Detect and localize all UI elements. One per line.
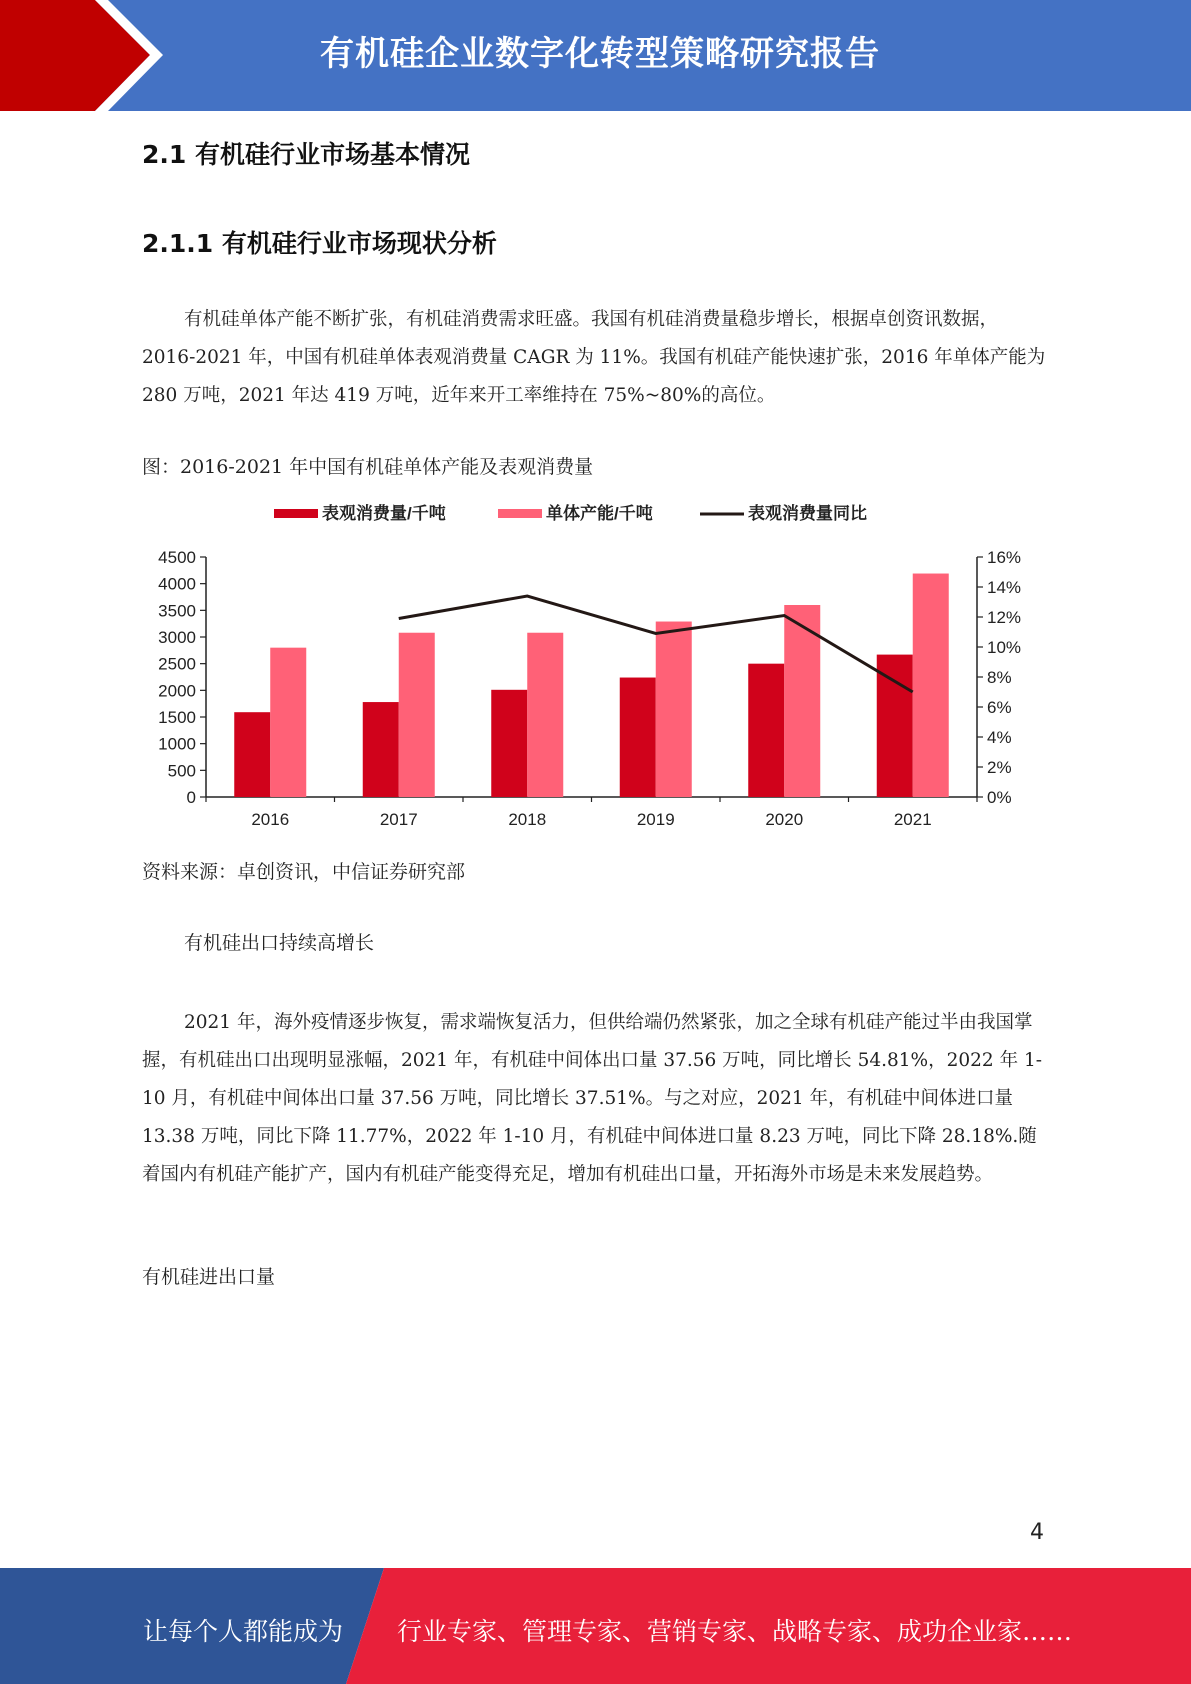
bar-capacity bbox=[913, 574, 949, 797]
intro-paragraph bbox=[142, 301, 1047, 415]
x-tick-label: 2019 bbox=[636, 810, 675, 829]
figure-caption: 图：2016-2021 年中国有机硅单体产能及表观消费量 bbox=[142, 456, 594, 478]
y-right-tick-label: 16% bbox=[987, 548, 1022, 567]
page-header bbox=[0, 0, 1191, 111]
y-left-tick-label: 1000 bbox=[158, 734, 196, 754]
y-left-tick-label: 0 bbox=[186, 788, 196, 807]
bar-consumption bbox=[363, 702, 399, 797]
bar-consumption bbox=[877, 655, 913, 797]
footer-left-text: 让每个人都能成为 bbox=[143, 1617, 344, 1646]
legend-label: 表观消费量同比 bbox=[748, 504, 867, 523]
x-tick-label: 2020 bbox=[765, 810, 804, 829]
bar-consumption bbox=[234, 712, 270, 797]
page-number: 4 bbox=[1030, 1520, 1044, 1545]
source-note: 资料来源：卓创资讯，中信证券研究部 bbox=[142, 861, 466, 883]
y-right-tick-label: 8% bbox=[987, 668, 1012, 687]
bar-capacity bbox=[527, 633, 563, 797]
y-right-tick-label: 4% bbox=[987, 728, 1012, 747]
bar-capacity bbox=[656, 622, 692, 797]
y-right-tick-label: 10% bbox=[987, 638, 1022, 657]
export-paragraph bbox=[142, 1004, 1047, 1194]
x-tick-label: 2018 bbox=[508, 810, 547, 829]
bar-consumption bbox=[620, 678, 656, 797]
bar-capacity bbox=[399, 633, 435, 797]
footer-right-text: 行业专家、管理专家、营销专家、战略专家、成功企业家…… bbox=[397, 1617, 1073, 1646]
y-left-tick-label: 2000 bbox=[158, 681, 196, 701]
subsection-heading: 2.1.1 有机硅行业市场现状分析 bbox=[142, 229, 497, 258]
y-right-tick-label: 0% bbox=[987, 788, 1012, 807]
page-footer bbox=[0, 1568, 1191, 1684]
y-right-tick-label: 14% bbox=[987, 578, 1022, 597]
y-left-tick-label: 1500 bbox=[158, 708, 196, 727]
header-title: 有机硅企业数字化转型策略研究报告 bbox=[320, 34, 880, 74]
y-left-tick-label: 2500 bbox=[158, 654, 196, 674]
bar-capacity bbox=[270, 648, 306, 797]
x-tick-label: 2016 bbox=[251, 810, 290, 829]
legend-swatch bbox=[274, 509, 318, 518]
intro-paragraph-text: 有机硅单体产能不断扩张，有机硅消费需求旺盛。我国有机硅消费量稳步增长，根据卓创资讯数据，2016-2021 年，中国有机硅单体表观消费量 CAGR 为 11%。我国有机硅产能快速扩张，2016 年单体产能为 280 万吨，2021 年达 419 万吨，近年来开工率维持在 75%~80%的高位。 bbox=[142, 309, 1046, 406]
y-right-tick-label: 12% bbox=[987, 608, 1022, 627]
trade-volume-subtitle: 有机硅进出口量 bbox=[142, 1266, 276, 1288]
bar-consumption bbox=[491, 690, 527, 797]
section-heading: 2.1 有机硅行业市场基本情况 bbox=[142, 140, 470, 169]
export-subtitle: 有机硅出口持续高增长 bbox=[184, 932, 375, 954]
x-tick-label: 2021 bbox=[893, 810, 932, 829]
legend-swatch bbox=[498, 509, 542, 518]
y-left-tick-label: 4000 bbox=[158, 574, 196, 594]
legend-label: 单体产能/千吨 bbox=[546, 504, 653, 523]
bar-consumption bbox=[748, 664, 784, 797]
y-right-tick-label: 2% bbox=[987, 758, 1012, 777]
y-left-tick-label: 3500 bbox=[158, 601, 196, 621]
export-paragraph-text: 2021 年，海外疫情逐步恢复，需求端恢复活力，但供给端仍然紧张，加之全球有机硅产能过半由我国掌握，有机硅出口出现明显涨幅，2021 年，有机硅中间体出口量 37.56 万吨，同比增长 54.81%，2022 年 1-10 月，有机硅中间体出口量 37.56 万吨，同比增长 37.51%。与之对应，2021 年，有机硅中间体进口量 13.38 万吨，同比下降 11.77%，2022 年 1-10 月，有机硅中间体进口量 8.23 万吨，同比下降 28.18%.随着国内有机硅产能扩产，国内有机硅产能变得充足，增加有机硅出口量，开拓海外市场是未来发展趋势。 bbox=[142, 1012, 1042, 1185]
y-left-tick-label: 4500 bbox=[158, 548, 196, 567]
legend-label: 表观消费量/千吨 bbox=[322, 504, 446, 523]
capacity-consumption-chart bbox=[140, 495, 1050, 835]
x-tick-label: 2017 bbox=[379, 810, 418, 829]
y-left-tick-label: 3000 bbox=[158, 628, 196, 647]
y-left-tick-label: 500 bbox=[167, 761, 196, 781]
y-right-tick-label: 6% bbox=[987, 698, 1012, 717]
